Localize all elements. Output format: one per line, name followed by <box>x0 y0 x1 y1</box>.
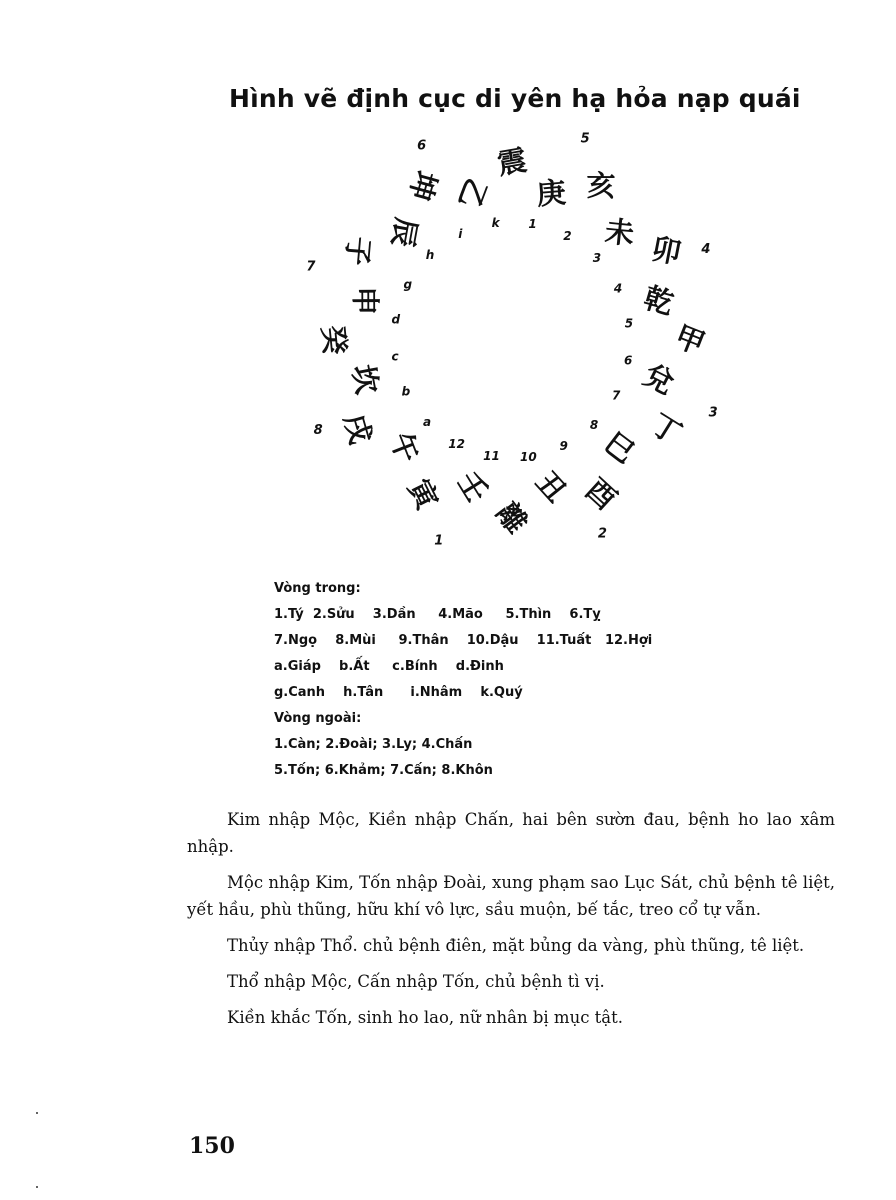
compass-character: 子 <box>339 235 376 267</box>
legend-outer-row: 5.Tốn; 6.Khảm; 7.Cấn; 8.Khôn <box>274 763 493 778</box>
compass-inner-label: h <box>425 248 435 263</box>
compass-character: 壬 <box>450 465 495 509</box>
compass-inner-label: 12 <box>448 437 465 452</box>
compass-outer-number: 7 <box>306 259 316 275</box>
paragraph: Kiền khắc Tốn, sinh ho lao, nữ nhân bị mục tật. <box>227 1008 624 1027</box>
compass-inner-label: 3 <box>592 251 602 265</box>
compass-ring-svg <box>290 118 750 568</box>
compass-character: 午 <box>383 427 426 468</box>
compass-diagram <box>290 118 750 568</box>
compass-character: 卯 <box>648 231 684 271</box>
compass-inner-label: 6 <box>624 353 633 368</box>
compass-character: 未 <box>603 214 636 251</box>
paragraph: Mộc nhập Kim, Tốn nhập Đoài, xung phạm sao Lục Sát, chủ bệnh tê liệt, yết hầu, phù thũng, hữu khí vô lực, sầu muộn, bế tắc, treo cổ tự vẫn. <box>187 873 835 919</box>
compass-character: 震 <box>494 142 530 182</box>
legend-inner-row: 7.Ngọ 8.Mùi 9.Thân 10.Dậu 11.Tuất 12.Hợi <box>274 633 653 648</box>
compass-character: 亥 <box>586 168 616 203</box>
compass-inner-label: i <box>458 226 463 241</box>
compass-outer-number: 3 <box>708 405 718 421</box>
compass-character: 戌 <box>337 410 379 448</box>
legend-outer-heading: Vòng ngoài: <box>274 711 362 726</box>
compass-outer-number: 8 <box>313 422 323 438</box>
page-number: 150 <box>189 1133 235 1159</box>
compass-outer-number: 4 <box>701 242 711 258</box>
compass-inner-label: g <box>403 277 413 292</box>
compass-inner-label: 1 <box>528 216 537 231</box>
body-text <box>187 806 835 1040</box>
compass-character: 坤 <box>402 167 444 205</box>
scan-speck <box>36 1186 38 1188</box>
compass-inner-label: k <box>491 216 500 231</box>
compass-character: 甲 <box>670 318 710 362</box>
compass-character: 庚 <box>535 175 568 212</box>
compass-character: 申 <box>348 286 383 316</box>
legend-inner-row: g.Canh h.Tân i.Nhâm k.Quý <box>274 685 523 700</box>
legend-inner-row: 1.Tý 2.Sửu 3.Dần 4.Mão 5.Thìn 6.Tỵ <box>274 607 601 622</box>
compass-character: 離 <box>489 496 535 540</box>
compass-inner-label: 7 <box>612 388 621 403</box>
compass-inner-label: 10 <box>520 449 537 464</box>
compass-inner-label: 2 <box>563 228 572 243</box>
compass-inner-label: 9 <box>559 439 568 454</box>
compass-character: 寅 <box>401 473 445 515</box>
compass-character: 酉 <box>578 471 624 517</box>
compass-inner-label: d <box>391 312 401 327</box>
compass-character: 辰 <box>385 215 424 250</box>
compass-inner-label: 11 <box>483 449 500 464</box>
scan-speck <box>36 1112 38 1114</box>
compass-character: 丑 <box>528 464 574 509</box>
compass-character: 乾 <box>640 280 678 322</box>
compass-character: 乙 <box>451 173 494 213</box>
compass-outer-number: 5 <box>580 131 590 147</box>
paragraph: Kim nhập Mộc, Kiền nhập Chấn, hai bên sườn đau, bệnh ho lao xâm nhập. <box>187 810 835 856</box>
compass-character: 癸 <box>315 323 353 357</box>
compass-inner-label: 5 <box>624 316 634 331</box>
compass-character: 坎 <box>345 361 385 397</box>
compass-outer-number: 2 <box>597 526 607 542</box>
compass-character: 兌 <box>638 357 680 402</box>
legend-inner-row: a.Giáp b.Ất c.Bính d.Đinh <box>274 659 504 674</box>
compass-inner-label: b <box>401 384 411 399</box>
compass-inner-label: c <box>391 349 399 364</box>
paragraph: Thổ nhập Mộc, Cấn nhập Tốn, chủ bệnh tì vị. <box>227 972 605 991</box>
paragraph: Thủy nhập Thổ. chủ bệnh điên, mặt bủng da vàng, phù thũng, tê liệt. <box>227 936 805 955</box>
compass-inner-label: 8 <box>589 417 599 432</box>
page-title: Hình vẽ định cục di yên hạ hỏa nạp quái <box>229 84 801 113</box>
compass-inner-label: 4 <box>613 281 623 296</box>
compass-character: 巳 <box>597 425 642 470</box>
compass-outer-number: 6 <box>417 138 427 154</box>
legend-inner-heading: Vòng trong: <box>274 581 361 596</box>
legend-outer-row: 1.Càn; 2.Đoài; 3.Ly; 4.Chấn <box>274 737 473 752</box>
compass-outer-number: 1 <box>434 533 444 549</box>
compass-character: 丁 <box>644 406 688 452</box>
legend <box>274 576 652 784</box>
compass-inner-label: a <box>423 415 432 429</box>
